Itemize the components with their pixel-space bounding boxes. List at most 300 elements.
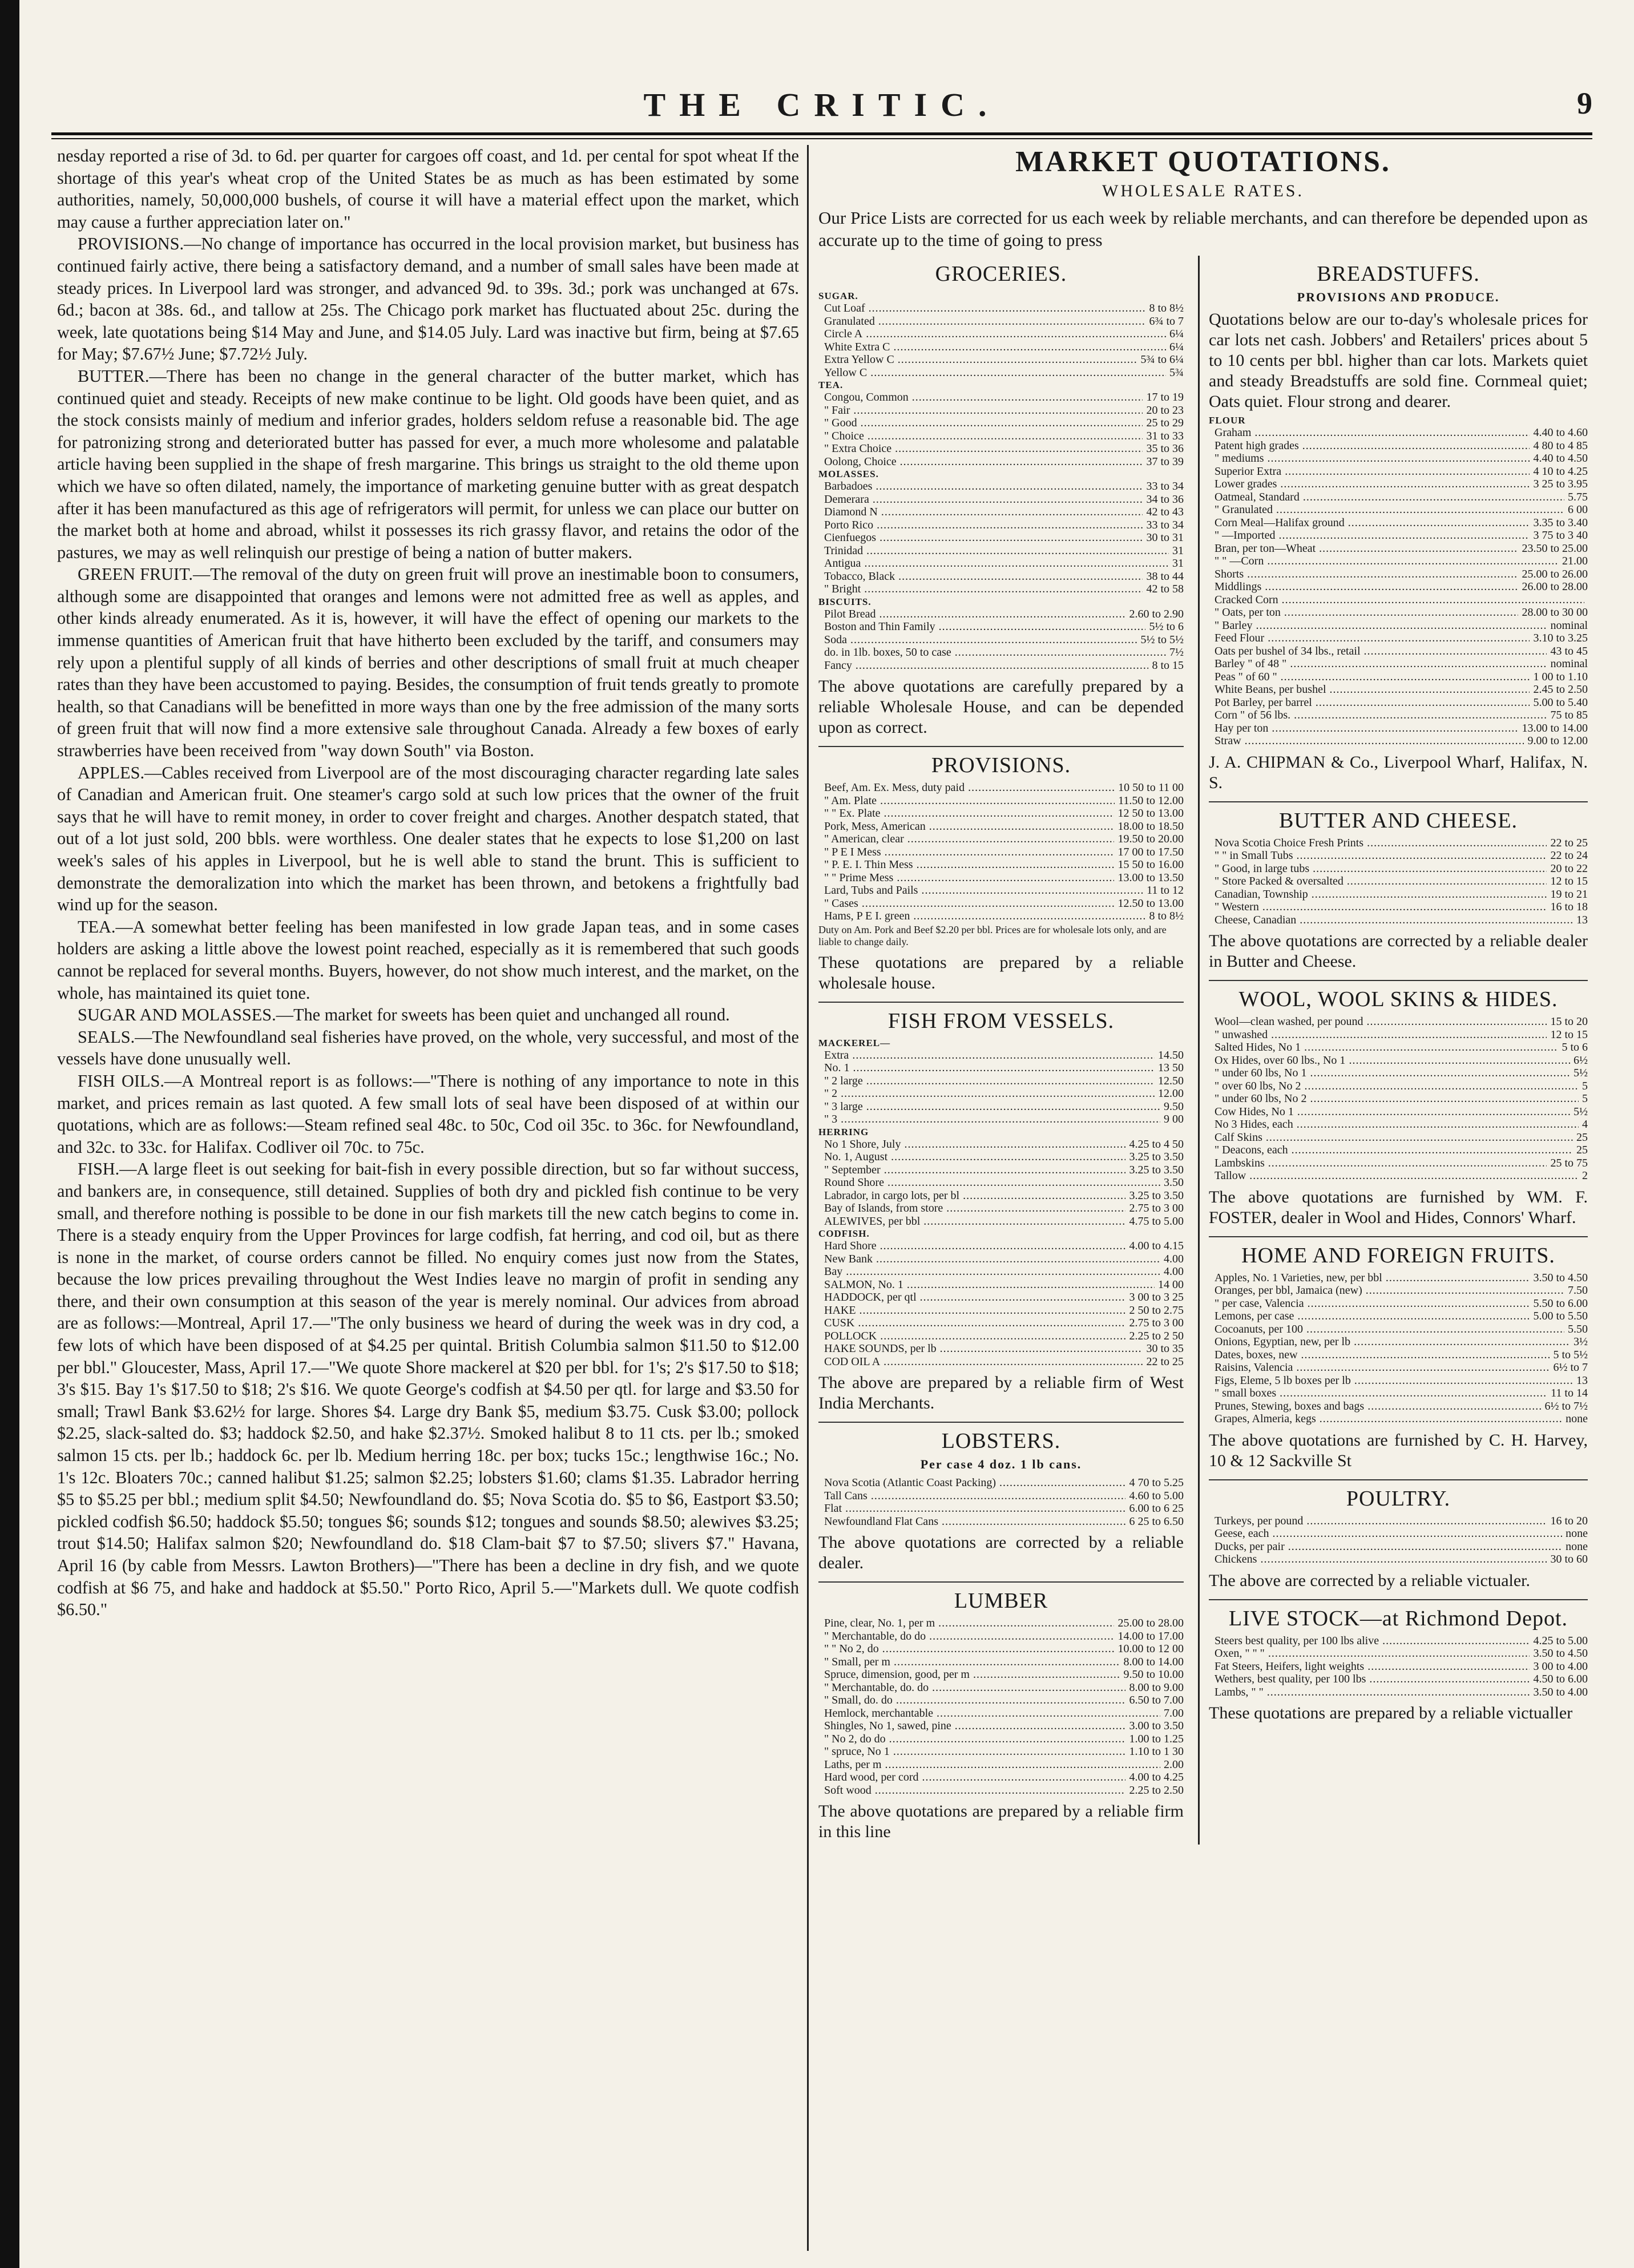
item-price: 26.00 to 28.00 (1522, 580, 1588, 593)
price-row (818, 1151, 1184, 1164)
price-row (818, 493, 1184, 506)
price-row (818, 1202, 1184, 1215)
item-price: 11 to 12 (1147, 884, 1184, 897)
item-label: " mediums ..... (1209, 452, 1530, 465)
article-paragraph-apples: APPLES.—Cables received from Liverpool are of the most discouraging character regarding late sales of Canadian and American fruit. One steamer's cargo sold at such low prices that the owner of the fruit says that he will have to remit money, in order to cover freight and charges. Another despatch stated, that out of a lot just sold, 200 bbls. were worthless. One dealer states that he expects to lose $1,200 on last week's sales of his apples in Liverpool, but he is well able to stand the brunt. This is sufficient to demonstrate the demoralization into which the market has been thrown, and betokens a frightfully bad wind up for the season. (57, 762, 799, 915)
item-price: 5.75 (1568, 490, 1588, 503)
fish-title: FISH FROM VESSELS. (887, 1008, 1115, 1033)
group-heading: SUGAR. (818, 290, 858, 301)
price-row (818, 620, 1184, 633)
price-row (818, 1278, 1184, 1292)
item-label: Bay of Islands, from store ..... (818, 1202, 1125, 1215)
item-price: 9.00 to 12.00 (1527, 735, 1588, 747)
item-price: 16 to 18 (1550, 901, 1588, 913)
item-label: Round Shore ..... (818, 1176, 1160, 1189)
item-price: 3.50 to 4.00 (1533, 1685, 1588, 1698)
item-price: 5 to 6 (1562, 1041, 1588, 1054)
price-row (818, 1476, 1184, 1490)
item-price: 16 to 20 (1550, 1514, 1588, 1527)
section-rule (818, 1002, 1184, 1003)
item-label: " Granulated ..... (1209, 503, 1564, 516)
item-label: " Good ..... (818, 417, 1143, 430)
article-paragraph-seals: SEALS.—The Newfoundland seal fisheries have proved, on the whole, very successful, and most of the vessels have done unusually well. (57, 1027, 799, 1069)
price-row (1209, 1092, 1588, 1105)
provisions-footnote: Duty on Am. Pork and Beef $2.20 per bbl. Prices are for wholesale lots only, and are liable to change daily. (818, 923, 1167, 947)
price-row (1209, 1553, 1588, 1566)
poultry-note: The above are corrected by a reliable victualer. (1209, 1571, 1531, 1590)
item-price: 5¾ (1169, 366, 1184, 379)
item-label: do. in 1lb. boxes, 50 to case ..... (818, 646, 1166, 659)
price-row (818, 1176, 1184, 1189)
item-label: No. 1 ..... (818, 1062, 1155, 1075)
fruits-table (1209, 1272, 1588, 1426)
item-price: 5½ to 5½ (1140, 633, 1184, 646)
price-row (818, 1643, 1184, 1656)
price-row (818, 1087, 1184, 1100)
item-price: 25 to 29 (1146, 417, 1184, 429)
item-label: Cheese, Canadian ..... (1209, 914, 1573, 927)
price-row (818, 820, 1184, 833)
item-label: Nova Scotia Choice Fresh Prints ..... (1209, 837, 1547, 850)
item-price: 20 to 23 (1146, 403, 1184, 417)
item-price: 4 80 to 4 85 (1533, 439, 1588, 452)
price-row (818, 430, 1184, 443)
group-heading: HERRING (818, 1126, 869, 1137)
price-row (1209, 875, 1588, 888)
item-label: Bay ..... (818, 1265, 1160, 1278)
item-price: 3.25 to 3.50 (1129, 1163, 1184, 1176)
item-label: Flat ..... (818, 1502, 1125, 1515)
price-row (1209, 439, 1588, 453)
item-price: 12.00 (1158, 1087, 1184, 1100)
price-row (818, 1075, 1184, 1088)
item-price: 35 to 36 (1146, 442, 1184, 455)
article-paragraph-butter: BUTTER.—There has been no change in the general character of the butter market, which has continued quiet and steady. Receipts of new make continue to be light. Old goods have been quiet, and as the stock consists mainly of medium and inferior grades, holders seldom refuse a reasonable bid. The age for patronizing strong and deteriorated butter has passed for ever, a much more wholesome and palatable article having been supplied in the shape of fresh margarine. This brings us straight to the old theme upon which we have so often dilated, namely, the importance of marketing genuine butter with as great despatch after it has been manufactured as this age of refrigerators will permit, for unless we can place our butter on the market both at home and abroad, whilst it possesses its rich grassy flavor, and retains the odor of the pastures, we may as well relinquish our prestige of being a nation of butter makers. (57, 366, 799, 562)
price-row (818, 897, 1184, 910)
article-paragraph: nesday reported a rise of 3d. to 6d. per quarter for cargoes off coast, and 1d. per cental for spot wheat If the shortage of this year's wheat crop of the United States be as much as has been estimated by some authorities, namely, 50,000,000 bushels, of course it will have a material effect upon the market, which may cause a further appreciation later on." (57, 146, 799, 232)
item-price: 3.50 (1164, 1176, 1184, 1189)
item-label: Corn Meal—Halifax ground ..... (1209, 516, 1530, 530)
item-price: 4 70 to 5.25 (1129, 1476, 1184, 1489)
item-price: 5.00 to 5.50 (1533, 1310, 1588, 1322)
price-row (1209, 1673, 1588, 1686)
article-paragraph-fish-oils: FISH OILS.—A Montreal report is as follows:—"There is nothing of any importance to note in this market, and prices remain as last quoted. A few small lots of seal have been disposed of at within our quotations, which are as follows:—Steam refined seal 48c. to 50c, Cod oil 35c. to 36c. for Newfoundland, and 32c. to 33c. for Halifax. Codliver oil 70c. to 75c. (57, 1071, 799, 1157)
breadstuffs-note: J. A. CHIPMAN & Co., Liverpool Wharf, Halifax, N. S. (1209, 752, 1588, 792)
item-label: Steers best quality, per 100 lbs alive ..... (1209, 1635, 1530, 1648)
item-price: 11 to 14 (1551, 1387, 1588, 1399)
item-label: Canadian, Township ..... (1209, 888, 1547, 901)
item-price: 3.00 to 3.50 (1129, 1720, 1184, 1732)
item-label: New Bank ..... (818, 1253, 1160, 1266)
item-price: 4.40 to 4.50 (1533, 452, 1588, 465)
item-label: Hay per ton ..... (1209, 722, 1518, 735)
item-price: 33 to 34 (1146, 518, 1184, 531)
price-row (1209, 568, 1588, 581)
item-price: 2.45 to 2.50 (1533, 683, 1588, 696)
section-rule (818, 1581, 1184, 1583)
item-price: 43 to 45 (1550, 644, 1588, 657)
price-row (1209, 529, 1588, 542)
price-row (818, 366, 1184, 380)
item-label: " " —Corn ..... (1209, 555, 1559, 568)
price-row (818, 1304, 1184, 1317)
price-row (1209, 491, 1588, 504)
group-heading: BISCUITS. (818, 596, 872, 607)
item-price: 9.50 to 10.00 (1123, 1668, 1184, 1681)
breadstuffs-table (1209, 414, 1588, 748)
item-label: Apples, No. 1 Varieties, new, per bbl ..... (1209, 1272, 1530, 1285)
price-row (1209, 1361, 1588, 1374)
item-price: 5 (1582, 1092, 1588, 1105)
item-label: HADDOCK, per qtl ..... (818, 1291, 1125, 1304)
groceries-note: The above quotations are carefully prepared by a reliable Wholesale House, and can be depended upon as correct. (818, 677, 1184, 737)
price-row (1209, 914, 1588, 927)
item-label: " 3 ..... (818, 1113, 1160, 1126)
item-price: 8.00 to 14.00 (1123, 1655, 1184, 1668)
price-row (818, 910, 1184, 923)
item-label: Laths, per m ..... (818, 1758, 1160, 1771)
price-row (1209, 503, 1588, 516)
item-label: Nova Scotia (Atlantic Coast Packing) ..... (818, 1476, 1125, 1490)
item-price: none (1566, 1413, 1588, 1425)
item-price: nominal (1550, 619, 1588, 632)
price-row (1209, 1105, 1588, 1119)
item-label: Fancy ..... (818, 659, 1148, 672)
price-row (1209, 671, 1588, 684)
price-row (818, 341, 1184, 354)
item-price: 3 00 to 4.00 (1533, 1660, 1588, 1673)
item-label: Granulated ..... (818, 315, 1145, 328)
item-label: " small boxes ..... (1209, 1387, 1547, 1400)
item-label: Tall Cans ..... (818, 1490, 1125, 1503)
item-price: 5½ (1574, 1105, 1588, 1118)
breadstuffs-subtitle: PROVISIONS AND PRODUCE. (1297, 290, 1500, 304)
item-label: " spruce, No 1 ..... (818, 1745, 1125, 1758)
item-label: Hams, P E I. green ..... (818, 910, 1145, 923)
price-row (818, 391, 1184, 404)
item-label: White Beans, per bushel ..... (1209, 683, 1530, 696)
price-row (1209, 735, 1588, 748)
item-label: CUSK ..... (818, 1317, 1125, 1330)
item-label: Barley " of 48 " ..... (1209, 657, 1547, 671)
price-row (1209, 452, 1588, 465)
price-row (818, 1265, 1184, 1278)
item-label: Hard wood, per cord ..... (818, 1771, 1125, 1784)
item-price: 4.25 to 4 50 (1129, 1137, 1184, 1151)
item-price: 4.00 (1164, 1265, 1184, 1278)
item-label: Tobacco, Black ..... (818, 570, 1143, 583)
price-row (818, 531, 1184, 544)
item-price: 1.00 to 1.25 (1129, 1732, 1184, 1745)
item-price: 20 to 22 (1550, 862, 1588, 875)
quotations-left-subcolumn (818, 256, 1184, 1845)
item-label: Raisins, Valencia ..... (1209, 1361, 1550, 1374)
price-row (818, 557, 1184, 570)
item-label: Patent high grades ..... (1209, 439, 1530, 453)
item-price: 34 to 36 (1146, 493, 1184, 506)
item-price: 33 to 34 (1146, 480, 1184, 493)
price-row (818, 858, 1184, 871)
price-row (818, 1668, 1184, 1681)
price-row (818, 1291, 1184, 1304)
price-row (818, 1113, 1184, 1126)
item-label: " —Imported ..... (1209, 529, 1530, 542)
item-label: " Barley ..... (1209, 619, 1547, 632)
item-price: none (1566, 1527, 1588, 1540)
fruits-note: The above quotations are furnished by C. H. Harvey, 10 & 12 Sackville St (1209, 1430, 1588, 1470)
item-label: " unwashed ..... (1209, 1028, 1547, 1042)
item-label: Straw ..... (1209, 735, 1524, 748)
article-paragraph-sugar: SUGAR AND MOLASSES.—The market for sweets has been quiet and unchanged all round. (78, 1005, 730, 1025)
item-price: 15 to 20 (1550, 1015, 1588, 1028)
butter-title: BUTTER AND CHEESE. (1278, 808, 1518, 833)
groceries-table (818, 290, 1184, 672)
item-label: " under 60 lbs, No 2 ..... (1209, 1092, 1579, 1105)
item-price: 3.10 to 3.25 (1533, 632, 1588, 644)
item-price: 22 to 24 (1550, 849, 1588, 862)
item-price: 31 (1172, 544, 1184, 557)
item-price: 2.25 to 2 50 (1129, 1329, 1184, 1342)
item-label: " Store Packed & oversalted ..... (1209, 875, 1547, 888)
item-price: 14.50 (1158, 1048, 1184, 1062)
item-label: Circle A ..... (818, 328, 1166, 341)
item-price: 6½ to 7 (1553, 1361, 1588, 1374)
price-row (1209, 1054, 1588, 1067)
poultry-title: POULTRY. (1346, 1486, 1451, 1511)
commercial-review-column (57, 145, 799, 2251)
item-price: 38 to 44 (1146, 570, 1184, 583)
price-row (1209, 849, 1588, 862)
item-label: Tallow ..... (1209, 1169, 1578, 1183)
price-row (818, 794, 1184, 808)
price-row (1209, 1157, 1588, 1170)
page-header (51, 86, 1592, 130)
price-row (1209, 606, 1588, 619)
item-price: 8 to 8½ (1149, 302, 1184, 314)
price-row (1209, 683, 1588, 696)
price-row (818, 1253, 1184, 1266)
item-price: 14.00 to 17.00 (1117, 1629, 1184, 1643)
groceries-title: GROCERIES. (935, 262, 1067, 286)
item-label: Newfoundland Flat Cans ..... (818, 1515, 1125, 1528)
item-price: 19 to 21 (1550, 887, 1588, 901)
item-price: 8 to 15 (1152, 659, 1184, 672)
item-price: 2 50 to 2.75 (1129, 1304, 1184, 1317)
item-label: Oxen, " " " ..... (1209, 1647, 1530, 1660)
item-label: ALEWIVES, per bbl ..... (818, 1215, 1125, 1228)
item-price: 4.00 (1164, 1252, 1184, 1265)
item-price: 6 00 (1568, 503, 1588, 516)
price-row (818, 455, 1184, 469)
item-label: " 2 ..... (818, 1087, 1155, 1100)
item-label: Soda ..... (818, 633, 1137, 647)
quotations-right-subcolumn (1198, 256, 1588, 1845)
item-price: 6½ (1574, 1054, 1588, 1067)
item-price: 4.40 to 4.60 (1533, 426, 1588, 439)
item-label: Demerara ..... (818, 493, 1143, 506)
price-row (1209, 1118, 1588, 1131)
price-row (1209, 555, 1588, 568)
item-label: Lemons, per case ..... (1209, 1310, 1530, 1323)
price-row (1209, 1284, 1588, 1297)
item-price: none (1566, 1540, 1588, 1553)
item-label: Trinidad ..... (818, 544, 1169, 558)
item-price: 7.00 (1164, 1706, 1184, 1720)
item-label: Figs, Eleme, 5 lb boxes per lb ..... (1209, 1374, 1573, 1387)
item-label: " American, clear ..... (818, 833, 1114, 846)
item-label: HAKE ..... (818, 1304, 1125, 1317)
price-row (1209, 888, 1588, 901)
price-row (818, 583, 1184, 596)
price-row (818, 1515, 1184, 1528)
item-label: Oolong, Choice ..... (818, 455, 1143, 469)
price-row (1209, 1349, 1588, 1362)
item-price: nominal (1550, 657, 1588, 670)
price-row (818, 1215, 1184, 1228)
item-price: 5¾ to 6¼ (1140, 353, 1184, 366)
item-label: " Bright ..... (818, 583, 1143, 596)
price-row (818, 633, 1184, 647)
price-row (1209, 722, 1588, 735)
price-row (1209, 1169, 1588, 1183)
item-price: 4.60 to 5.00 (1129, 1489, 1184, 1502)
item-price: 1.10 to 1 30 (1129, 1745, 1184, 1758)
item-label: Dates, boxes, new ..... (1209, 1349, 1550, 1362)
item-price: 2.75 to 3 00 (1129, 1202, 1184, 1214)
item-label: " Fair ..... (818, 404, 1143, 417)
price-row (1209, 1131, 1588, 1144)
item-label: Chickens ..... (1209, 1553, 1547, 1566)
item-price: 13 (1576, 913, 1588, 926)
price-row (818, 1330, 1184, 1343)
price-row (1209, 1310, 1588, 1323)
price-row (1209, 542, 1588, 555)
price-row (818, 884, 1184, 897)
item-price: 3½ (1574, 1335, 1588, 1348)
price-row (1209, 426, 1588, 439)
price-row (818, 442, 1184, 455)
item-price: 10 50 to 11 00 (1118, 781, 1184, 794)
price-row (1209, 1028, 1588, 1042)
item-price: 13 50 (1158, 1062, 1184, 1074)
article-paragraph-tea: TEA.—A somewhat better feeling has been manifested in low grade Japan teas, and in some cases holders are asking a little above the lowest point reached, especially as it is remembered that such goods cannot be replaced for several months. Buyers, however, do not show much interest, and the market, on the whole, has maintained its quiet tone. (57, 917, 799, 1003)
item-price: 31 to 33 (1146, 429, 1184, 442)
item-price: 31 (1172, 557, 1184, 570)
item-label: Oats per bushel of 34 lbs., retail ..... (1209, 645, 1547, 658)
price-row (1209, 594, 1588, 607)
item-label: " September ..... (818, 1164, 1125, 1177)
price-row (1209, 1272, 1588, 1285)
price-row (1209, 1527, 1588, 1540)
item-label: Lower grades ..... (1209, 478, 1530, 491)
item-price: 28.00 to 30 00 (1522, 606, 1588, 619)
item-price: 1 00 to 1.10 (1533, 670, 1588, 683)
item-label: Soft wood ..... (818, 1784, 1125, 1797)
item-price: 11.50 to 12.00 (1118, 794, 1184, 807)
item-price: 5½ (1574, 1067, 1588, 1079)
item-label: Fat Steers, Heifers, light weights ..... (1209, 1660, 1530, 1673)
price-row (818, 1707, 1184, 1720)
lobsters-subtitle: Per case 4 doz. 1 lb cans. (920, 1457, 1082, 1471)
price-row (818, 506, 1184, 519)
item-label: Lambskins ..... (1209, 1157, 1547, 1170)
item-price: 17 to 19 (1146, 391, 1184, 403)
item-price: 5 (1582, 1079, 1588, 1092)
item-price: 6¾ to 7 (1149, 314, 1184, 328)
item-label: Bran, per ton—Wheat ..... (1209, 542, 1518, 555)
item-label: Pine, clear, No. 1, per m ..... (818, 1617, 1114, 1630)
price-row (1209, 1647, 1588, 1660)
column-divider (807, 145, 809, 2251)
item-price: 5½ to 6 (1149, 620, 1184, 633)
item-label: SALMON, No. 1 ..... (818, 1278, 1155, 1292)
item-price: 6½ to 7½ (1544, 1399, 1588, 1413)
scan-binding-edge (0, 0, 19, 2268)
market-intro: Our Price Lists are corrected for us each week by reliable merchants, and can therefore be depended upon as accurate up to the time of going to press (818, 208, 1588, 250)
item-label: POLLOCK ..... (818, 1330, 1125, 1343)
item-price: 19.50 to 20.00 (1117, 833, 1184, 845)
price-row (1209, 580, 1588, 594)
item-label: Hard Shore ..... (818, 1240, 1125, 1253)
item-label: Antigua ..... (818, 557, 1169, 570)
item-label: Feed Flour ..... (1209, 632, 1530, 645)
livestock-table (1209, 1635, 1588, 1699)
item-label: Cracked Corn ..... (1209, 594, 1584, 607)
item-price: 12 to 15 (1550, 875, 1588, 887)
price-row (818, 1062, 1184, 1075)
item-price: 10.00 to 12 00 (1117, 1643, 1184, 1655)
item-price: 9.50 (1164, 1100, 1184, 1113)
fish-note: The above are prepared by a reliable firm of West India Merchants. (818, 1373, 1184, 1413)
price-row (1209, 901, 1588, 914)
price-row (1209, 1067, 1588, 1080)
price-row (1209, 516, 1588, 530)
item-label: White Extra C ..... (818, 341, 1166, 354)
market-quotations (818, 145, 1588, 2251)
item-price: 12 to 15 (1550, 1028, 1588, 1041)
lumber-table (818, 1617, 1184, 1797)
item-price: 4.75 to 5.00 (1129, 1214, 1184, 1228)
item-price: 18.00 to 18.50 (1117, 820, 1184, 833)
item-label: Cut Loaf ..... (818, 302, 1145, 315)
item-price: 6.50 to 7.00 (1129, 1694, 1184, 1706)
section-rule (1209, 1479, 1588, 1480)
item-label: " Western ..... (1209, 901, 1547, 914)
livestock-note: These quotations are prepared by a reliable victualler (1209, 1704, 1573, 1722)
price-row (1209, 1413, 1588, 1426)
price-row (818, 1342, 1184, 1355)
item-label: No 1 Shore, July ..... (818, 1138, 1125, 1151)
price-row (1209, 1515, 1588, 1528)
item-price: 6¼ (1169, 328, 1184, 340)
section-rule (1209, 1599, 1588, 1600)
price-row (1209, 478, 1588, 491)
item-label: " Good, in large tubs ..... (1209, 862, 1547, 875)
provisions-note: These quotations are prepared by a reliable wholesale house. (818, 953, 1184, 992)
item-price: 5 to 5½ (1553, 1348, 1588, 1361)
item-label: " " Ex. Plate ..... (818, 807, 1114, 820)
item-label: " over 60 lbs, No 2 ..... (1209, 1080, 1579, 1093)
price-row (818, 315, 1184, 328)
item-label: Oatmeal, Standard ..... (1209, 491, 1564, 504)
price-row (1209, 1660, 1588, 1673)
item-label: HAKE SOUNDS, per lb ..... (818, 1342, 1143, 1355)
item-price: 5.00 to 5.40 (1533, 696, 1588, 709)
item-label: Turkeys, per pound ..... (1209, 1515, 1547, 1528)
item-label: Oranges, per bbl, Jamaica (new) ..... (1209, 1284, 1564, 1297)
item-label: Lard, Tubs and Pails ..... (818, 884, 1143, 897)
item-label: " Merchantable, do do ..... (818, 1630, 1114, 1643)
